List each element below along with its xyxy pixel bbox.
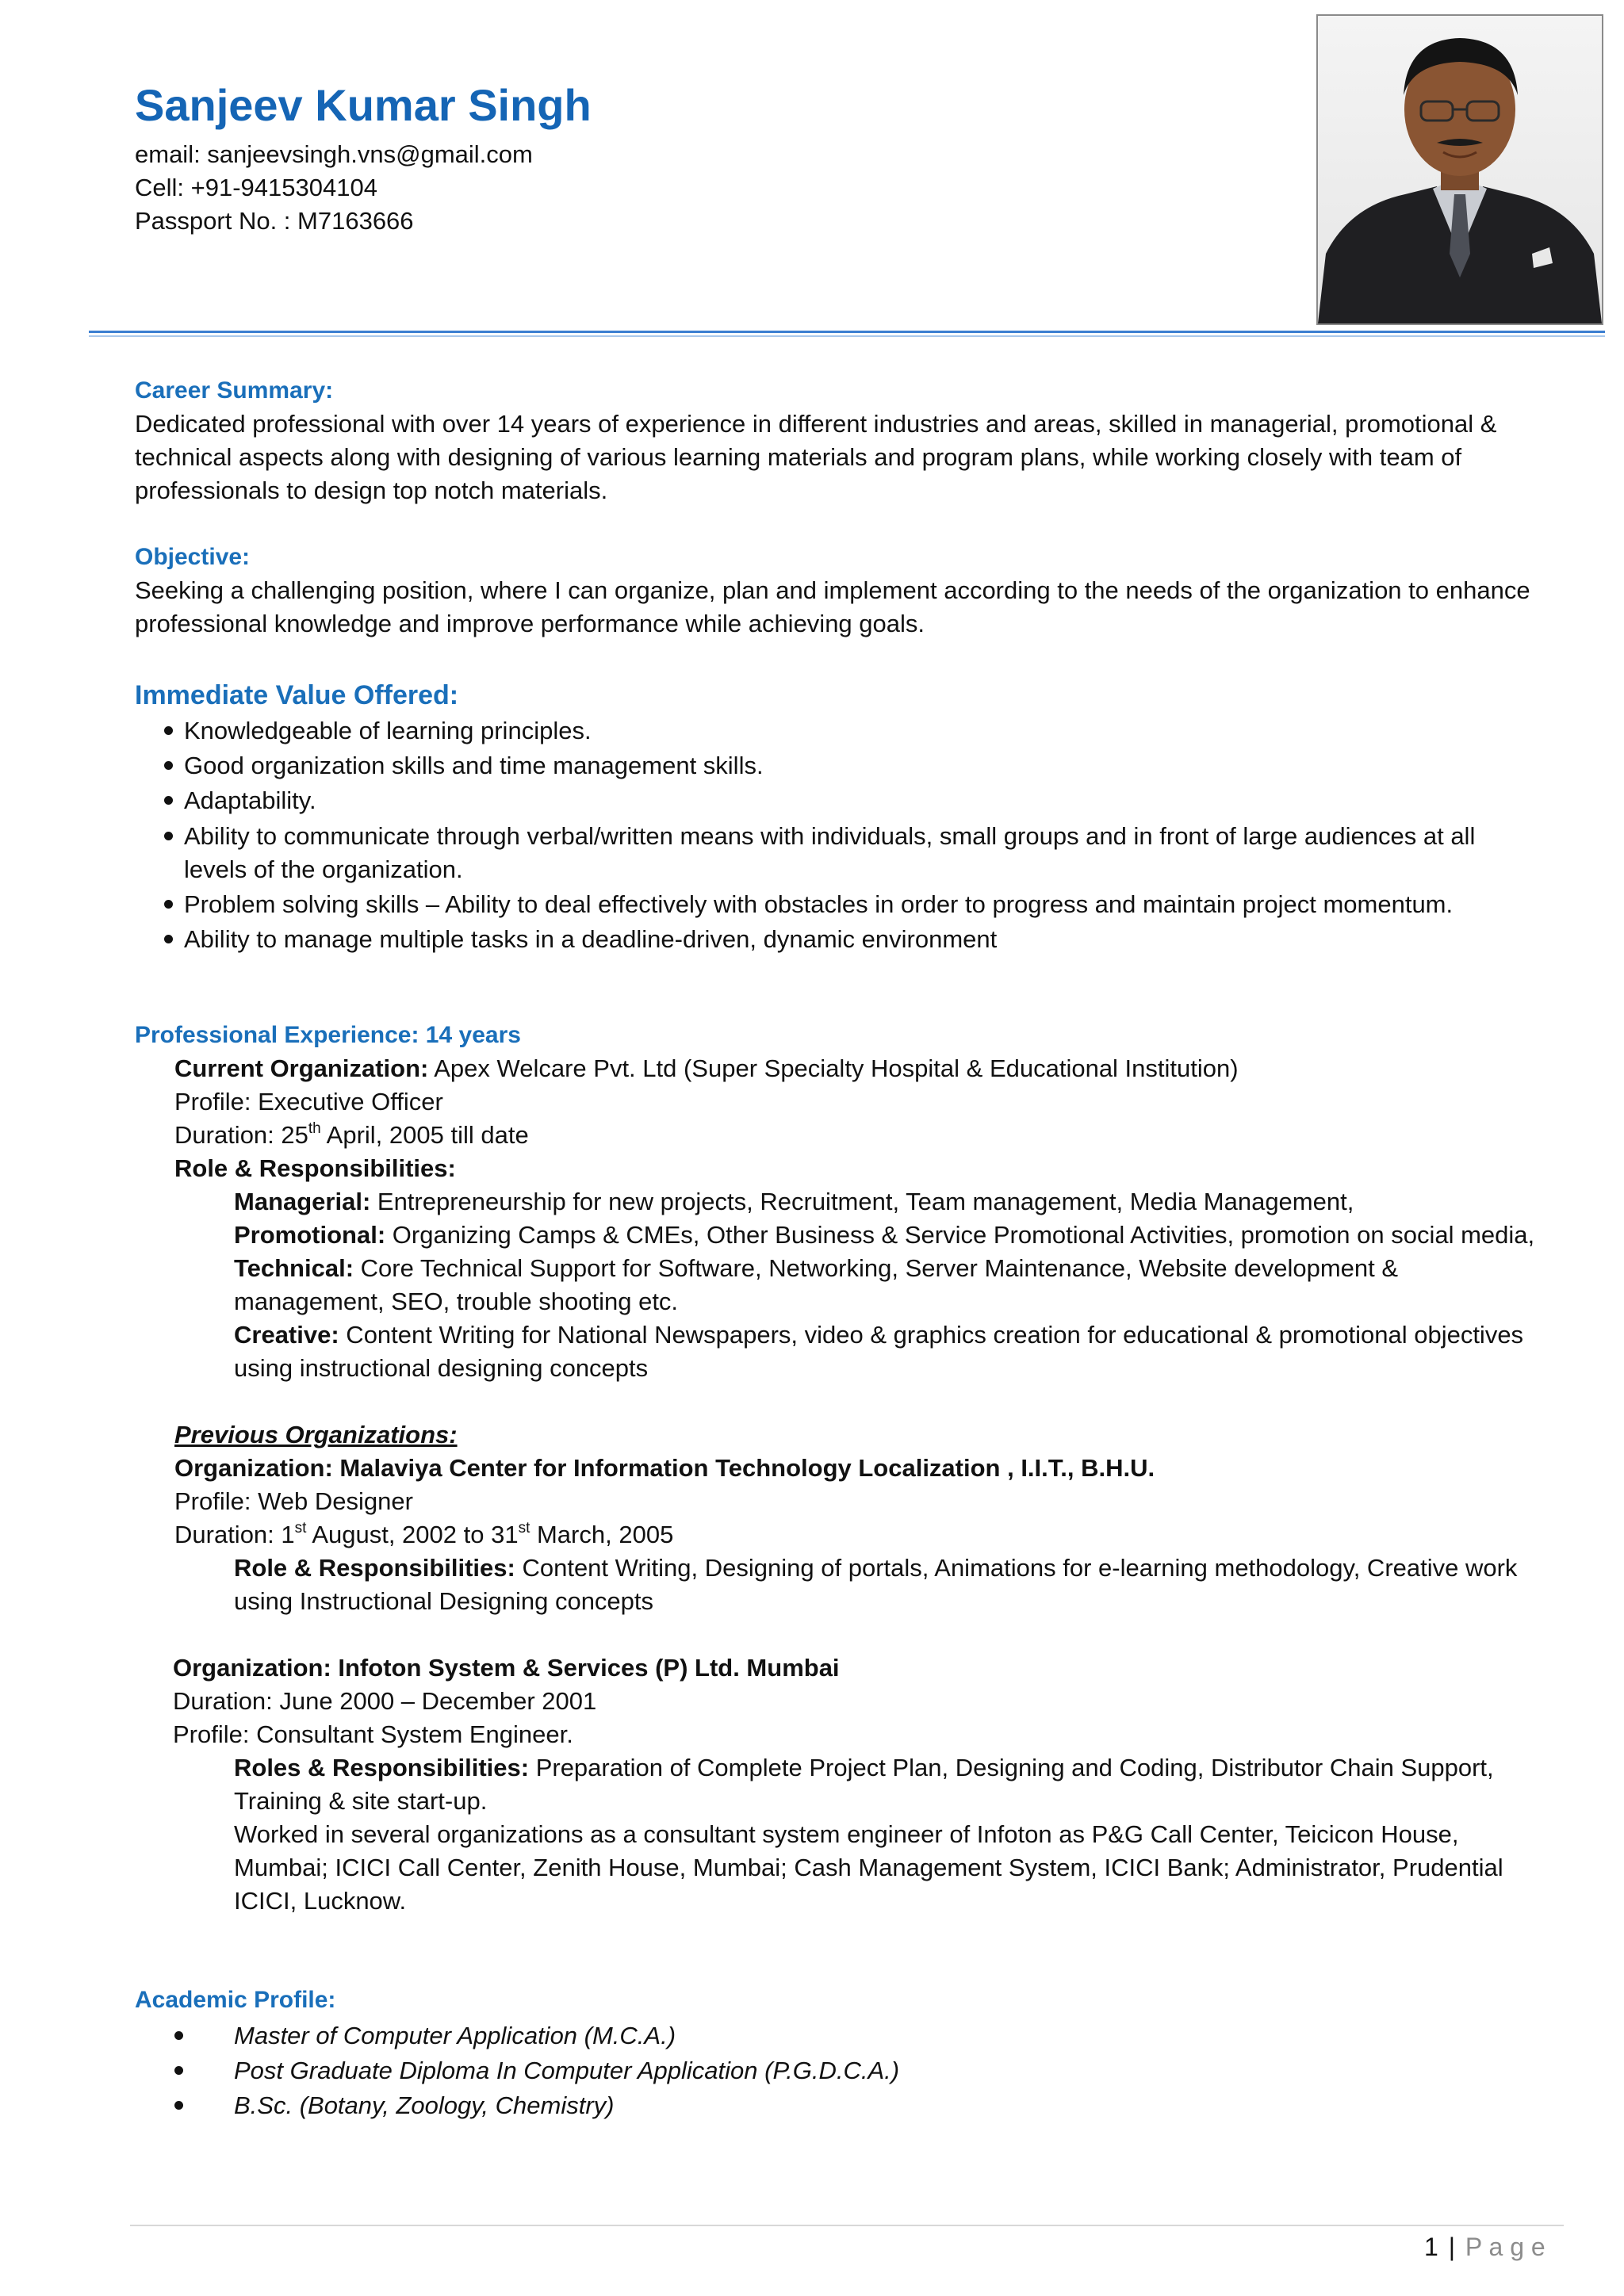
technical-label: Technical: — [234, 1254, 354, 1282]
footer-divider — [130, 2225, 1564, 2226]
org2-worked-line: ICICI, Lucknow. — [234, 1887, 407, 1915]
promotional-label: Promotional: — [234, 1221, 386, 1249]
career-summary-line: Dedicated professional with over 14 years of experience in different industries and areas, skilled in managerial, promotional & — [135, 410, 1497, 438]
bullet-icon — [164, 761, 173, 770]
page-separator: | — [1448, 2233, 1455, 2261]
page-word: P a g e — [1465, 2233, 1545, 2261]
duration-text: April, 2005 till date — [320, 1121, 529, 1149]
org1-duration — [174, 1518, 673, 1552]
objective-line: professional knowledge and improve performance while achieving goals. — [135, 610, 925, 637]
candidate-name: Sanjeev Kumar Singh — [135, 80, 592, 130]
duration-sup: st — [518, 1519, 530, 1536]
career-summary-line: professionals to design top notch materials. — [135, 476, 608, 504]
academic-heading: Academic Profile: — [135, 1987, 336, 2013]
duration-sup: th — [308, 1119, 321, 1137]
promotional-text: Organizing Camps & CMEs, Other Business & Service Promotional Activities, promotion on social media, — [385, 1221, 1535, 1249]
managerial-line — [234, 1185, 1354, 1219]
value-item: Ability to communicate through verbal/written means with individuals, small groups and in front of large audiences at all — [184, 822, 1476, 850]
page-footer — [1424, 2229, 1545, 2264]
current-organization-label: Current Organization: — [174, 1054, 429, 1082]
managerial-text: Entrepreneurship for new projects, Recruitment, Team management, Media Management, — [370, 1188, 1354, 1215]
bullet-icon — [164, 900, 173, 909]
org1-roles-line — [234, 1552, 1517, 1585]
current-profile: Profile: Executive Officer — [174, 1088, 443, 1115]
org2-duration: Duration: June 2000 – December 2001 — [173, 1687, 597, 1715]
academic-item: B.Sc. (Botany, Zoology, Chemistry) — [234, 2091, 615, 2119]
career-summary-heading: Career Summary: — [135, 377, 334, 404]
technical-text: Core Technical Support for Software, Networking, Server Maintenance, Website development & — [354, 1254, 1399, 1282]
org1-roles-label: Role & Responsibilities: — [234, 1554, 515, 1582]
value-item: Problem solving skills – Ability to deal effectively with obstacles in order to progress and maintain project momentum. — [184, 890, 1454, 918]
academic-item: Post Graduate Diploma In Computer Application (P.G.D.C.A.) — [234, 2057, 900, 2084]
duration-text: Duration: 1 — [174, 1521, 295, 1548]
bullet-icon — [164, 832, 173, 840]
bullet-icon — [174, 2066, 183, 2075]
page-number: 1 — [1424, 2233, 1438, 2261]
creative-line-continuation: using instructional designing concepts — [234, 1354, 649, 1382]
duration-text: Duration: 25 — [174, 1121, 308, 1149]
org1-roles-text: Content Writing, Designing of portals, Animations for e-learning methodology, Creative work — [515, 1554, 1518, 1582]
experience-heading: Professional Experience: 14 years — [135, 1022, 521, 1048]
career-summary-line: technical aspects along with designing of various learning materials and program plans, while working closely with team of — [135, 443, 1462, 471]
org2-roles-label: Roles & Responsibilities: — [234, 1754, 530, 1781]
bullet-icon — [164, 726, 173, 735]
bullet-icon — [174, 2031, 183, 2040]
org1-profile: Profile: Web Designer — [174, 1487, 413, 1515]
value-offered-heading: Immediate Value Offered: — [135, 680, 459, 710]
duration-sup: st — [294, 1519, 307, 1536]
org2-title: Organization: Infoton System & Services (P) Ltd. Mumbai — [173, 1654, 840, 1682]
bullet-icon — [164, 935, 173, 943]
org2-roles-line — [234, 1751, 1494, 1785]
technical-line — [234, 1252, 1398, 1285]
duration-text: August, 2002 to 31 — [306, 1521, 519, 1548]
org2-roles-continuation: Training & site start-up. — [234, 1787, 488, 1815]
objective-line: Seeking a challenging position, where I can organize, plan and implement according to the needs of the organization to enhance — [135, 576, 1530, 604]
header-divider-thin — [89, 335, 1605, 337]
org2-roles-text: Preparation of Complete Project Plan, Designing and Coding, Distributor Chain Support, — [529, 1754, 1494, 1781]
org2-worked-line: Mumbai; ICICI Call Center, Zenith House, Mumbai; Cash Management System, ICICI Bank; Administrator, Prudential — [234, 1854, 1503, 1881]
creative-label: Creative: — [234, 1321, 339, 1349]
org1-title: Organization: Malaviya Center for Information Technology Localization , I.I.T., B.H.U. — [174, 1454, 1155, 1482]
roles-heading: Role & Responsibilities: — [174, 1154, 456, 1182]
portrait-illustration — [1318, 16, 1602, 323]
promotional-line — [234, 1219, 1534, 1252]
objective-heading: Objective: — [135, 544, 251, 570]
value-item: Ability to manage multiple tasks in a deadline-driven, dynamic environment — [184, 925, 998, 953]
value-item: Adaptability. — [184, 786, 316, 814]
value-item: Knowledgeable of learning principles. — [184, 717, 592, 744]
creative-text: Content Writing for National Newspapers, video & graphics creation for educational & promotional objectives — [339, 1321, 1524, 1349]
managerial-label: Managerial: — [234, 1188, 371, 1215]
previous-organizations-heading: Previous Organizations: — [174, 1421, 458, 1448]
header-divider — [89, 331, 1605, 333]
technical-line-continuation: management, SEO, trouble shooting etc. — [234, 1288, 679, 1315]
bullet-icon — [174, 2101, 183, 2110]
duration-text: March, 2005 — [530, 1521, 674, 1548]
passport-line: Passport No. : M7163666 — [135, 207, 414, 235]
current-duration — [174, 1119, 529, 1152]
org2-worked-line: Worked in several organizations as a consultant system engineer of Infoton as P&G Call Center, Teicicon House, — [234, 1820, 1459, 1848]
org1-roles-continuation: using Instructional Designing concepts — [234, 1587, 654, 1615]
value-item-continuation: levels of the organization. — [184, 855, 463, 883]
org2-profile: Profile: Consultant System Engineer. — [173, 1720, 573, 1748]
value-item: Good organization skills and time management skills. — [184, 752, 764, 779]
academic-item: Master of Computer Application (M.C.A.) — [234, 2022, 676, 2049]
current-organization-line — [174, 1052, 1239, 1085]
profile-photo — [1316, 14, 1603, 325]
bullet-icon — [164, 796, 173, 805]
creative-line — [234, 1318, 1523, 1352]
cell-line: Cell: +91-9415304104 — [135, 174, 377, 201]
email-line: email: sanjeevsingh.vns@gmail.com — [135, 140, 533, 168]
current-organization-value: Apex Welcare Pvt. Ltd (Super Specialty Hospital & Educational Institution) — [428, 1054, 1239, 1082]
